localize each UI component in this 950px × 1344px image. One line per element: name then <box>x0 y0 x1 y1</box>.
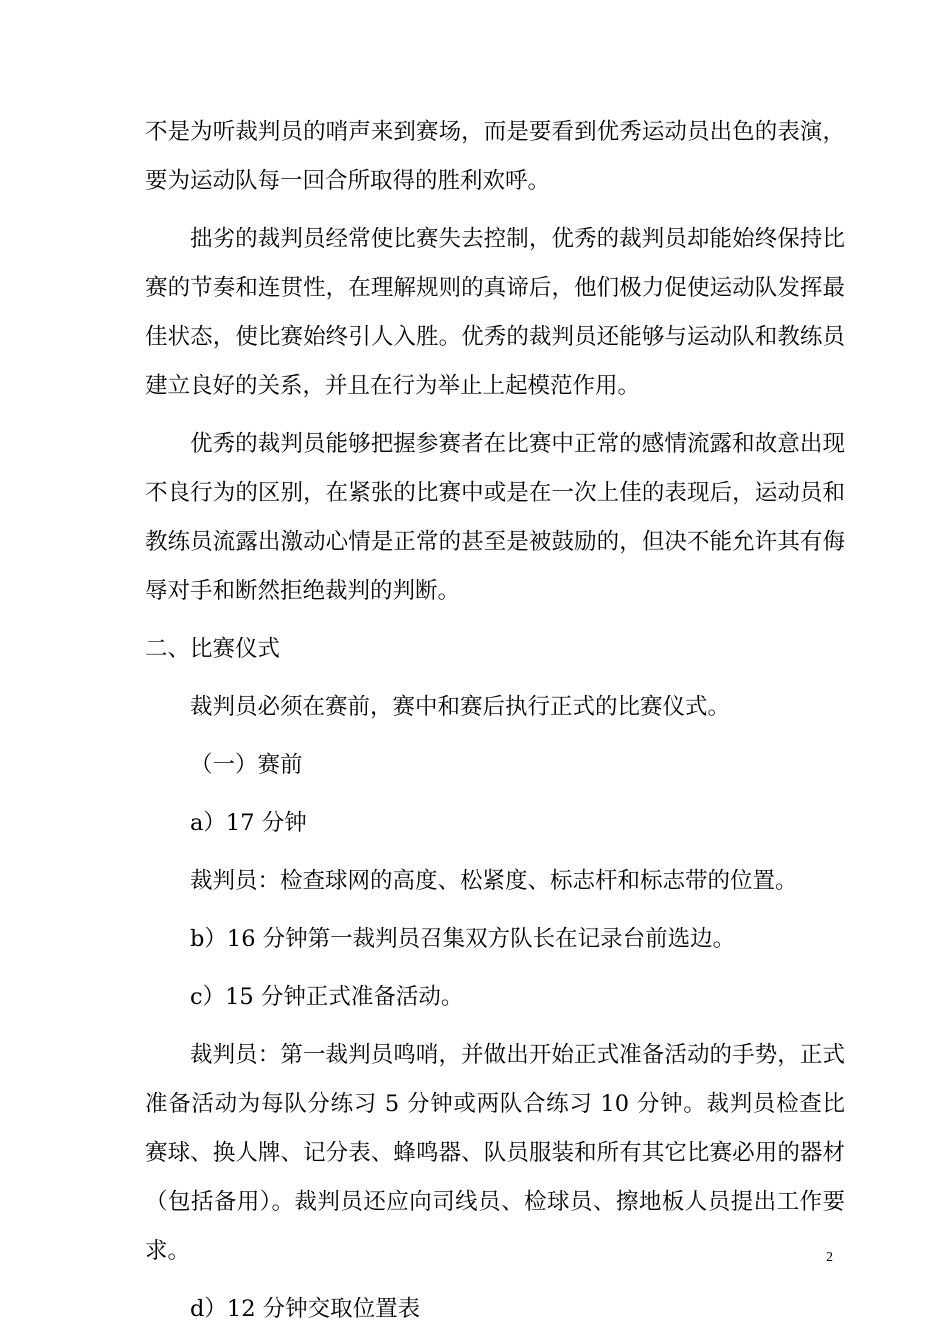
paragraph-5: 裁判员必须在赛前，赛中和赛后执行正式的比赛仪式。 <box>190 694 731 720</box>
paragraph-1: 不是为听裁判员的哨声来到赛场，而是要看到优秀运动员出色的表演，要为运动队每一回合所取得的胜利欢呼。 <box>145 119 845 194</box>
subsection-heading: （一）赛前 <box>190 752 303 778</box>
item-a: a）17 分钟 <box>190 810 307 836</box>
item-c: c）15 分钟正式准备活动。 <box>190 984 464 1010</box>
item-b: b）16 分钟第一裁判员召集双方队长在记录台前选边。 <box>190 926 736 952</box>
page-number: 2 <box>826 1250 833 1265</box>
paragraph-11: 裁判员：第一裁判员鸣哨，并做出开始正式准备活动的手势，正式准备活动为每队分练习 5 分钟或两队合练习 10 分钟。裁判员检查比赛球、换人牌、记分表、蜂鸣器、队员服装和所有其它比赛必用的器材（包括备用）。裁判员还应向司线员、检球员、擦地板人员提出工作要求。 <box>145 1042 845 1264</box>
paragraph-3: 优秀的裁判员能够把握参赛者在比赛中正常的感情流露和故意出现不良行为的区别，在紧张的比赛中或是在一次上佳的表现后，运动员和教练员流露出激动心情是正常的甚至是被鼓励的，但决不能允许其有侮辱对手和断然拒绝裁判的判断。 <box>145 431 845 604</box>
paragraph-8: 裁判员：检查球网的高度、松紧度、标志杆和标志带的位置。 <box>190 868 798 894</box>
section-heading: 二、比赛仪式 <box>145 636 281 662</box>
paragraph-2: 拙劣的裁判员经常使比赛失去控制，优秀的裁判员却能始终保持比赛的节奏和连贯性，在理解规则的真谛后，他们极力促使运动队发挥最佳状态，使比赛始终引人入胜。优秀的裁判员还能够与运动队和教练员建立良好的关系，并且在行为举止上起模范作用。 <box>145 226 845 399</box>
item-d: d）12 分钟交取位置表 <box>190 1296 421 1322</box>
document-body <box>145 108 845 1343</box>
